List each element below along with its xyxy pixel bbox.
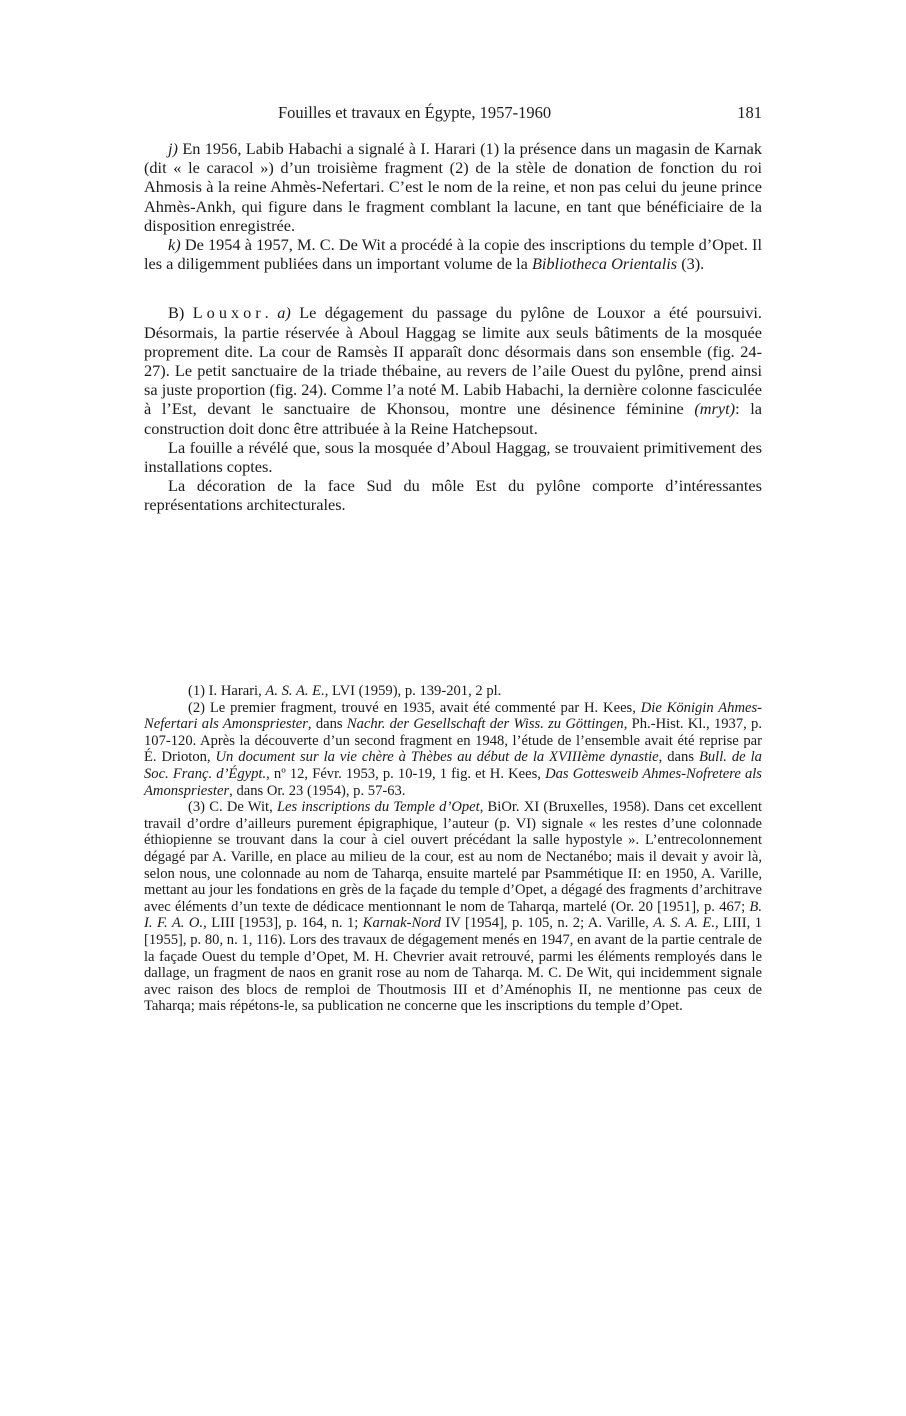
footnotes [144, 683, 762, 1015]
item-label: a) [277, 303, 291, 323]
footnote-mark: (2) [188, 699, 206, 716]
page-number: 181 [737, 103, 762, 122]
running-title: Fouilles et travaux en Égypte, 1957-1960 [278, 103, 552, 122]
paragraph-decoration: La décoration de la face Sud du môle Est du pylône comporte d’intéressantes représentations architecturales. [144, 476, 762, 515]
paragraph-k: k) De 1954 à 1957, M. C. De Wit a procédé à la copie des inscriptions du temple d’Opet. Il les a diligemment publiées dans un important volume de la Bibliotheca Orientalis (3). [144, 235, 762, 274]
footnote-2: (2) Le premier fragment, trouvé en 1935, avait été commenté par H. Kees, Die Königin Ahmes-Nefertari als Amonspriester, dans Nachr. der Gesellschaft der Wiss. zu Göttingen, Ph.-Hist. Kl., 1937, p. 107-120. Après la découverte d’un second fragment en 1948, l’étude de l’ensemble avait été reprise par É. Drioton, Un document sur la vie chère à Thèbes au début de la XVIIIème dynastie, dans Bull. de la Soc. Franç. d’Égypt., nº 12, Févr. 1953, p. 10-19, 1 fig. et H. Kees, Das Gottesweib Ahmes-Nofretere als Amonspriester, dans Or. 23 (1954), p. 57-63. [144, 699, 762, 799]
footnote-ref: (3) [681, 254, 701, 274]
footnote-ref: (2) [449, 158, 469, 178]
main-text [144, 139, 762, 515]
footnote-ref: (1) [480, 139, 500, 158]
footnote-mark: (3) [188, 799, 206, 816]
paragraph-j: j) En 1956, Labib Habachi a signalé à I. Harari (1) la présence dans un magasin de Karnak (dit « le caracol ») d’un troisième fragment (2) de la stèle de donation de fonction du roi Ahmosis à la reine Ahmès-Nefertari. C’est le nom de la reine, et non pas celui du jeune prince Ahmès-Ankh, qui figure dans le fragment comblant la lacune, en tant que bénéficiaire de la disposition enregistrée. [144, 139, 763, 235]
item-label: k) [168, 235, 181, 255]
paragraph-fouille: La fouille a révélé que, sous la mosquée d’Aboul Haggag, se trouvaient primitivement des installations coptes. [144, 437, 762, 477]
item-label: j) [168, 139, 178, 158]
section-louxor: B) Louxor. a) Le dégagement du passage du pylône de Louxor a été poursuivi. Désormais, la partie réservée à Aboul Haggag se limite aux seuls bâtiments de la mosquée proprement dite. La cour de Ramsès II apparaît donc désormais dans son ensemble (fig. 24-27). Le petit sanctuaire de la triade thébaine, au revers de l’aile Ouest du pylône, prend ainsi sa juste proportion (fig. 24). Comme l’a noté M. Labib Habachi, la dernière colonne fasciculée à l’Est, devant le sanctuaire de Khonsou, montre une désinence féminine (mryt): la construction doit donc être attribuée à la Reine Hatchepsout. [144, 303, 763, 438]
footnote-1: (1) I. Harari, A. S. A. E., LVI (1959), p. 139-201, 2 pl. [188, 683, 502, 699]
running-header [144, 103, 762, 127]
section-letter: B) [168, 303, 193, 323]
footnote-mark: (1) [188, 683, 206, 699]
footnote-3: (3) C. De Wit, Les inscriptions du Temple d’Opet, BiOr. XI (Bruxelles, 1958). Dans cet excellent travail d’ordre d’ailleurs purement épigraphique, l’auteur (p. VI) signale « les restes d’une colonnade éthiopienne se trouvant dans la cour à ciel ouvert précédant la salle hypostyle ». L’entrecolonnement dégagé par A. Varille, en place au milieu de la cour, est au nom de Nectanébo; mais il devait y avoir là, selon nous, une colonnade au nom de Taharqa, ensuite martelé par Psammétique II: en 1950, A. Varille, mettant au jour les fondations en grès de la façade du temple d’Opet, a dégagé des fragments d’architrave avec éléments d’un texte de dédicace mentionnant le nom de Taharqa, martelé (Or. 20 [1951], p. 467; B. I. F. A. O., LIII [1953], p. 164, n. 1; Karnak-Nord IV [1954], p. 105, n. 2; A. Varille, A. S. A. E., LIII, 1 [1955], p. 80, n. 1, 116). Lors des travaux de dégagement menés en 1947, en avant de la partie centrale de la façade Ouest du temple d’Opet, M. H. Chevrier avait retrouvé, parmi les éléments remployés dans le dallage, un fragment de naos en granit rose au nom de Taharqa. M. C. De Wit, qui incidemment signale avec raison des blocs de remploi de Thoutmosis III et d’Aménophis II, ne mentionne pas ceux de Taharqa; mais répétons-le, sa publication ne concerne que les inscriptions du temple d’Opet. [144, 799, 762, 1015]
section-heading: Louxor [192, 303, 265, 323]
